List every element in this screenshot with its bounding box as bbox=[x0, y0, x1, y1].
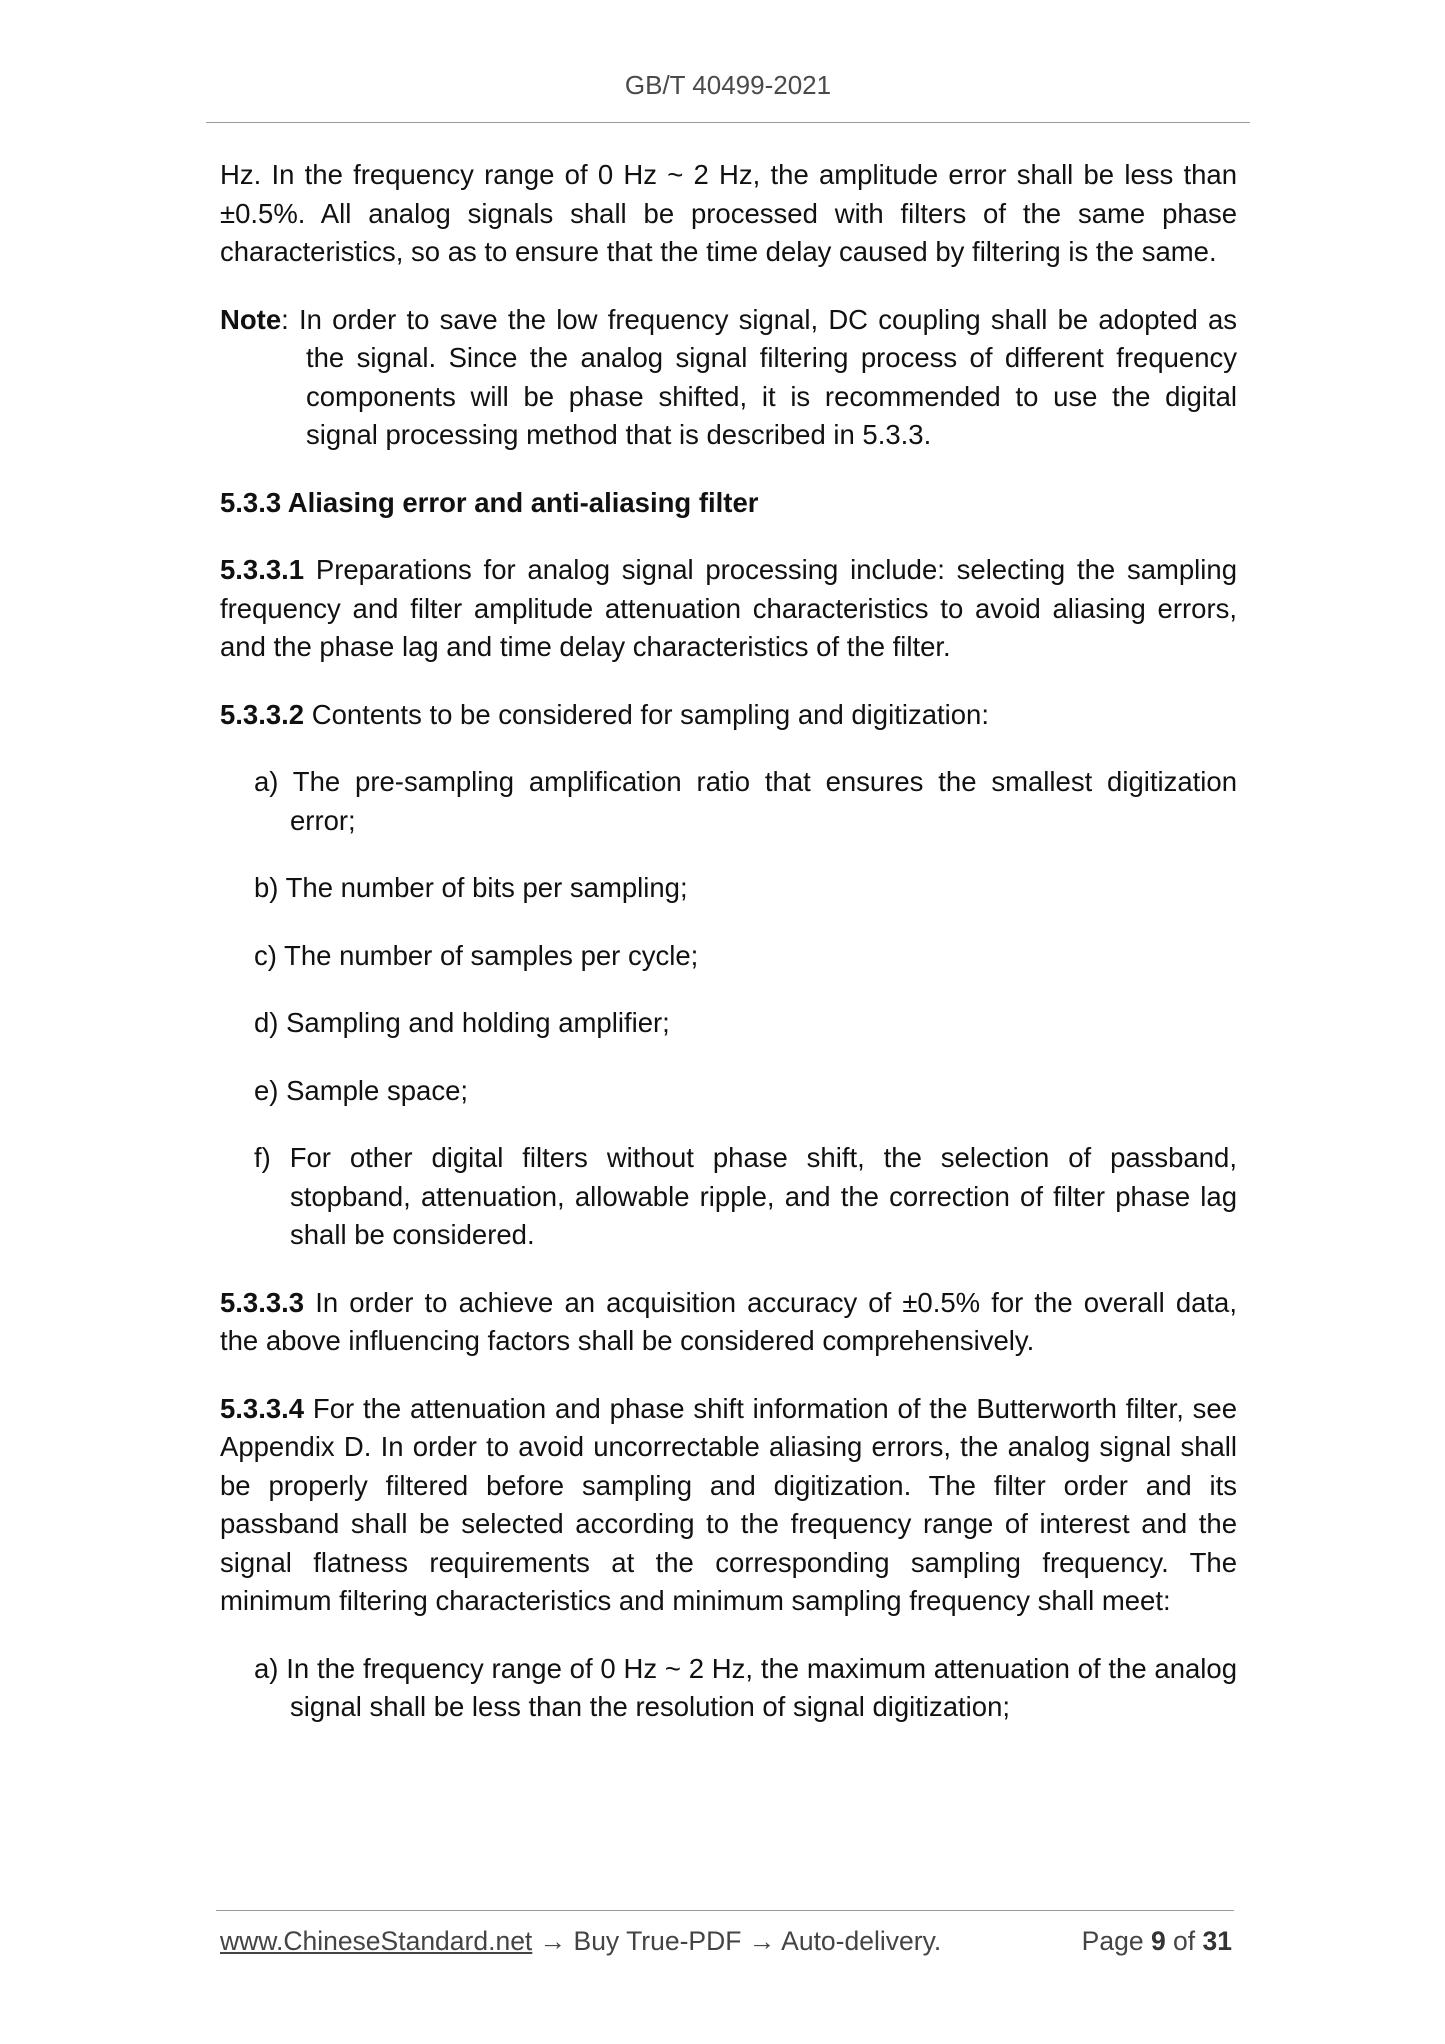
note-text: In order to save the low frequency signal, DC coupling shall be adopted as the signal. Since the analog signal filtering process of different frequency components will be phase shifted, it is recommended to use the digital signal processing method that is described in 5.3.3. bbox=[298, 303, 1237, 450]
website-link[interactable]: www.ChineseStandard.net bbox=[220, 1926, 533, 1956]
list-item: f) For other digital filters without phase shift, the selection of passband, stopband, attenuation, allowable ripple, and the correction of filter phase lag shall be considered. bbox=[254, 1142, 1237, 1250]
list-item: e) Sample space; bbox=[254, 1074, 468, 1106]
page-total: 31 bbox=[1202, 1926, 1232, 1956]
footer-divider bbox=[216, 1910, 1234, 1911]
section-heading-5-3-3: 5.3.3 Aliasing error and anti-aliasing filter bbox=[220, 486, 759, 518]
clause-5-3-3-4 bbox=[220, 1390, 1237, 1621]
clause-text: Preparations for analog signal processing include: selecting the sampling frequency and filter amplitude attenuation characteristics to avoid aliasing errors, and the phase lag and time delay characteristics of the filter. bbox=[220, 554, 1237, 662]
filter-requirements-list bbox=[220, 1650, 1237, 1727]
list-item: a) The pre-sampling amplification ratio that ensures the smallest digitization error; bbox=[254, 766, 1237, 836]
sampling-considerations-list bbox=[220, 763, 1237, 1255]
page-number: 9 bbox=[1150, 1926, 1166, 1956]
clause-5-3-3-1 bbox=[220, 551, 1237, 667]
header-divider bbox=[206, 122, 1250, 123]
note-colon: : bbox=[281, 303, 299, 335]
intro-paragraph: Hz. In the frequency range of 0 Hz ~ 2 Hz, the amplitude error shall be less than ±0.5%. All analog signals shall be processed with filters of the same phase characteristics, so as to ensure that the time delay caused by filtering is the same. bbox=[220, 159, 1237, 267]
note-label: Note bbox=[220, 303, 282, 335]
list-item: a) In the frequency range of 0 Hz ~ 2 Hz, the maximum attenuation of the analog signal shall be less than the resolution of signal digitization; bbox=[254, 1652, 1237, 1722]
page-word: Page bbox=[1081, 1926, 1151, 1956]
footer-left bbox=[220, 1926, 941, 1957]
of-word: of bbox=[1165, 1926, 1203, 1956]
note-block bbox=[220, 301, 1237, 455]
clause-text: For the attenuation and phase shift information of the Butterworth filter, see Appendix D. In order to avoid uncorrectable aliasing errors, the analog signal shall be properly filtered before sampling and digitization. The filter order and its passband shall be selected according to the frequency range of interest and the signal flatness requirements at the corresponding sampling frequency. The minimum filtering characteristics and minimum sampling frequency shall meet: bbox=[220, 1392, 1237, 1616]
page-footer bbox=[220, 1926, 1232, 1957]
clause-number: 5.3.3.1 bbox=[220, 554, 305, 585]
clause-number: 5.3.3.3 bbox=[220, 1286, 305, 1318]
list-item: d) Sampling and holding amplifier; bbox=[254, 1007, 670, 1038]
running-header: GB/T 40499-2021 bbox=[624, 70, 832, 100]
clause-text: In order to achieve an acquisition accuracy of ±0.5% for the overall data, the above influencing factors shall be considered comprehensively. bbox=[220, 1286, 1237, 1356]
list-item: c) The number of samples per cycle; bbox=[254, 939, 699, 971]
clause-5-3-3-3 bbox=[220, 1284, 1237, 1361]
list-item: b) The number of bits per sampling; bbox=[254, 872, 688, 903]
page-indicator bbox=[1082, 1926, 1232, 1957]
clause-text: Contents to be considered for sampling and digitization: bbox=[304, 698, 989, 730]
clause-number: 5.3.3.2 bbox=[220, 698, 305, 730]
footer-tagline: → Buy True-PDF → Auto-delivery. bbox=[532, 1926, 942, 1956]
clause-number: 5.3.3.4 bbox=[220, 1392, 305, 1424]
page-body bbox=[220, 156, 1237, 1756]
clause-5-3-3-2 bbox=[220, 696, 1237, 735]
